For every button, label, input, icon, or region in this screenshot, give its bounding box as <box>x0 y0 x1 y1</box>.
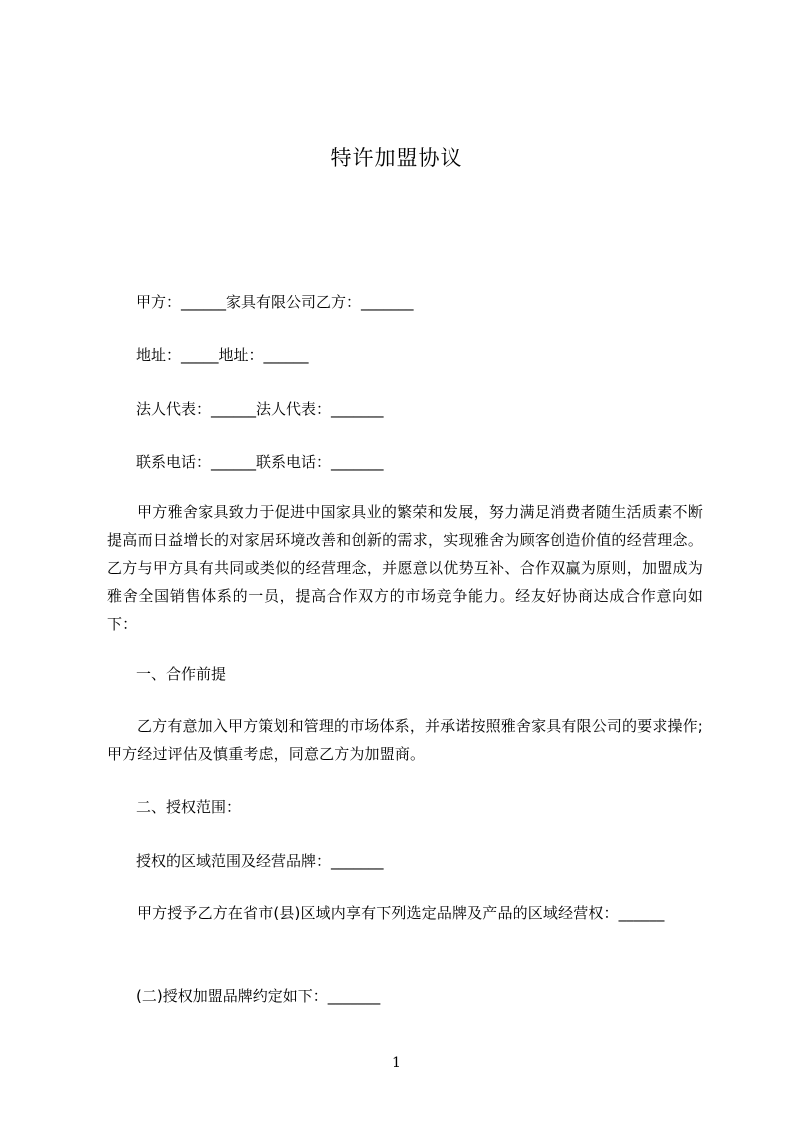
brand-agreement-line: (二)授权加盟品牌约定如下：_______ <box>136 987 381 1005</box>
party-a-line: 甲方：______家具有限公司乙方：_______ <box>136 293 414 311</box>
page-number: 1 <box>392 1055 401 1071</box>
section-1-paragraph: 乙方有意加入甲方策划和管理的市场体系，并承诺按照雅舍家具有限公司的要求操作;甲方经过评估及慎重考虑，同意乙方为加盟商。 <box>107 717 703 763</box>
intro-paragraph: 甲方雅舍家具致力于促进中国家具业的繁荣和发展，努力满足消费者随生活质素不断提高而日益增长的对家居环境改善和创新的需求，实现雅舍为顾客创造价值的经营理念。乙方与甲方具有共同或类似的经营理念，并愿意以优势互补、合作双赢为原则，加盟成为雅舍全国销售体系的一员，提高合作双方的市场竞争能力。经友好协商达成合作意向如下： <box>107 503 703 633</box>
phone-line: 联系电话：______联系电话：_______ <box>136 453 384 471</box>
section-1-heading: 一、合作前提 <box>136 665 227 683</box>
section-2-heading: 二、授权范围： <box>136 798 242 816</box>
authorized-scope-line: 授权的区域范围及经营品牌：_______ <box>136 852 384 870</box>
address-line: 地址：_____地址：______ <box>136 346 309 364</box>
legal-representative-line: 法人代表：______法人代表：_______ <box>136 400 384 418</box>
document-title: 特许加盟协议 <box>330 146 463 170</box>
grant-paragraph: 甲方授予乙方在省市(县)区域内享有下列选定品牌及产品的区域经营权：______ <box>137 904 665 922</box>
